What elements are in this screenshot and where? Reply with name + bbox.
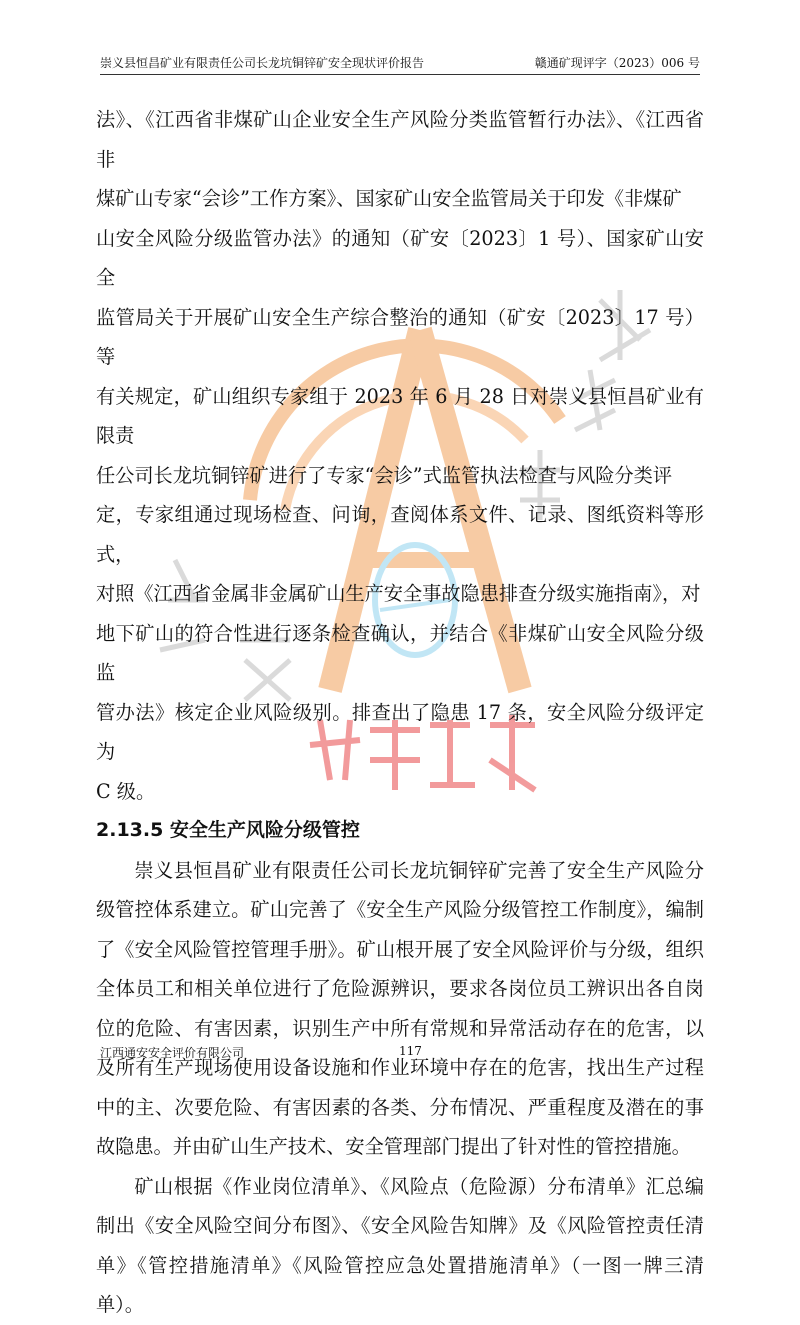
body-line: 煤矿山专家“会诊”工作方案》、国家矿山安全监管局关于印发《非煤矿 — [96, 187, 682, 210]
main-content — [96, 100, 704, 1325]
body-line: C 级。 — [96, 779, 156, 803]
page-number: 117 — [399, 1044, 422, 1058]
body-line: 定，专家组通过现场检查、问询，查阅体系文件、记录、图纸资料等形式， — [96, 503, 704, 566]
body-line: 法》、《江西省非煤矿山企业安全生产风险分类监管暂行办法》、《江西省非 — [96, 108, 704, 171]
body-line: 对照《江西省金属非金属矿山生产安全事故隐患排查分级实施指南》，对 — [96, 582, 701, 605]
footer-company: 江西通安安全评价有限公司 — [100, 1046, 245, 1060]
body-line: 有关规定，矿山组织专家组于 2023 年 6 月 28 日对崇义县恒昌矿业有限责 — [96, 384, 704, 447]
section-heading: 2.13.5 安全生产风险分级管控 — [96, 819, 360, 841]
body-line: 地下矿山的符合性进行逐条检查确认，并结合《非煤矿山安全风险分级监 — [96, 621, 704, 684]
report-number: 赣通矿现评字（2023）006 号 — [534, 56, 700, 70]
page-footer — [100, 1044, 700, 1064]
page-header — [100, 52, 700, 75]
body-paragraph: 崇义县恒昌矿业有限责任公司长龙坑铜锌矿完善了安全生产风险分级管控体系建立。矿山完善了《安全生产风险分级管控工作制度》，编制了《安全风险管控管理手册》。矿山根开展了安全风险评价与分级，组织全体员工和相关单位进行了危险源辨识，要求各岗位员工辨识出各自岗位的危险、有害因素，识别生产中所有常规和异常活动存在的危害，以及所有生产现场使用设备设施和作业环境中存在的危害，找出生产过程中的主、次要危险、有害因素的各类、分布情况、严重程度及潜在的事故隐患。并由矿山生产技术、安全管理部门提出了针对性的管控措施。 — [96, 858, 704, 1158]
body-line: 山安全风险分级监管办法》的通知（矿安〔2023〕1 号）、国家矿山安全 — [96, 226, 704, 289]
body-line: 管办法》核定企业风险级别。排查出了隐患 17 条，安全风险分级评定为 — [96, 700, 704, 763]
body-paragraph: 矿山根据《作业岗位清单》、《风险点（危险源）分布清单》汇总编制出《安全风险空间分布图》、《安全风险告知牌》及《风险管控责任清单》《管控措施清单》《风险管控应急处置措施清单》（一图一牌三清单）。 — [96, 1174, 704, 1316]
body-line: 任公司长龙坑铜锌矿进行了专家“会诊”式监管执法检查与风险分类评 — [96, 463, 673, 487]
report-title: 崇义县恒昌矿业有限责任公司长龙坑铜锌矿安全现状评价报告 — [100, 56, 425, 70]
body-line: 监管局关于开展矿山安全生产综合整治的通知（矿安〔2023〕17 号）等 — [96, 305, 704, 368]
